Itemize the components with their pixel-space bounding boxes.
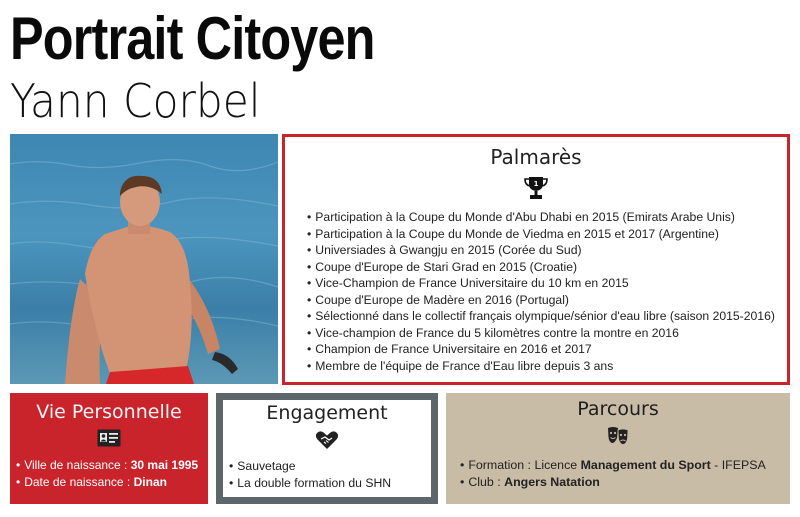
birthplace-row (16, 457, 198, 474)
trophy-icon (524, 175, 548, 201)
swimmer-photo (10, 134, 278, 384)
palmares-item: • Champion de France Universitaire en 2016 et 2017 (307, 341, 775, 358)
palmares-item: • Participation à la Coupe du Monde d'Abu Dhabi en 2015 (Emirats Arabe Unis) (307, 209, 775, 226)
palmares-panel (282, 134, 790, 385)
birthplace-value: 30 mai 1995 (130, 458, 199, 472)
parcours-panel (446, 393, 790, 504)
club-value: Angers Natation (504, 474, 600, 489)
engagement-title: Engagement (266, 402, 388, 424)
engagement-item: • Sauvetage (229, 458, 391, 475)
formation-suffix: - IFEPSA (710, 458, 766, 472)
palmares-item: • Membre de l'équipe de France d'Eau libre depuis 3 ans (307, 358, 775, 375)
palmares-item: • Vice-champion de France du 5 kilomètres contre la montre en 2016 (307, 325, 775, 342)
vie-personnelle-panel (10, 393, 208, 504)
engagement-list (229, 458, 391, 491)
palmares-list (307, 209, 775, 374)
birthplace-label: Ville de naissance : (24, 458, 131, 472)
theater-masks-icon (607, 426, 629, 446)
palmares-item: • Universiades à Gwangju en 2015 (Corée du Sud) (307, 242, 775, 259)
club-row (460, 474, 766, 491)
engagement-panel (216, 393, 438, 504)
vie-personnelle-list (16, 457, 198, 490)
formation-value: Management du Sport (580, 458, 711, 472)
formation-row (460, 457, 766, 474)
birthdate-value: Dinan (133, 474, 167, 489)
id-card-icon (97, 429, 121, 447)
palmares-title: Palmarès (490, 145, 582, 169)
svg-text:1: 1 (533, 180, 539, 188)
palmares-item: • Coupe d'Europe de Stari Grad en 2015 (Croatie) (307, 259, 775, 276)
parcours-list (460, 457, 766, 490)
person-name: Yann Corbel (10, 74, 261, 128)
page-title: Portrait Citoyen (10, 5, 375, 72)
palmares-item: • Coupe d'Europe de Madère en 2016 (Portugal) (307, 292, 775, 309)
vie-personnelle-title: Vie Personnelle (36, 401, 182, 423)
palmares-item: • Vice-Champion de France Universitaire du 10 km en 2015 (307, 275, 775, 292)
palmares-item: • Sélectionné dans le collectif français olympique/sénior d'eau libre (saison 2015-2016) (307, 308, 775, 325)
palmares-item: • Participation à la Coupe du Monde de Viedma en 2015 et 2017 (Argentine) (307, 226, 775, 243)
formation-label: Formation : Licence (468, 458, 581, 472)
handshake-heart-icon (315, 430, 339, 450)
club-label: Club : (468, 474, 505, 489)
birthdate-row (16, 474, 198, 491)
birthdate-label: Date de naissance : (24, 474, 134, 489)
swimmer-illustration (10, 134, 278, 384)
engagement-item: • La double formation du SHN (229, 475, 391, 492)
parcours-title: Parcours (577, 398, 659, 420)
